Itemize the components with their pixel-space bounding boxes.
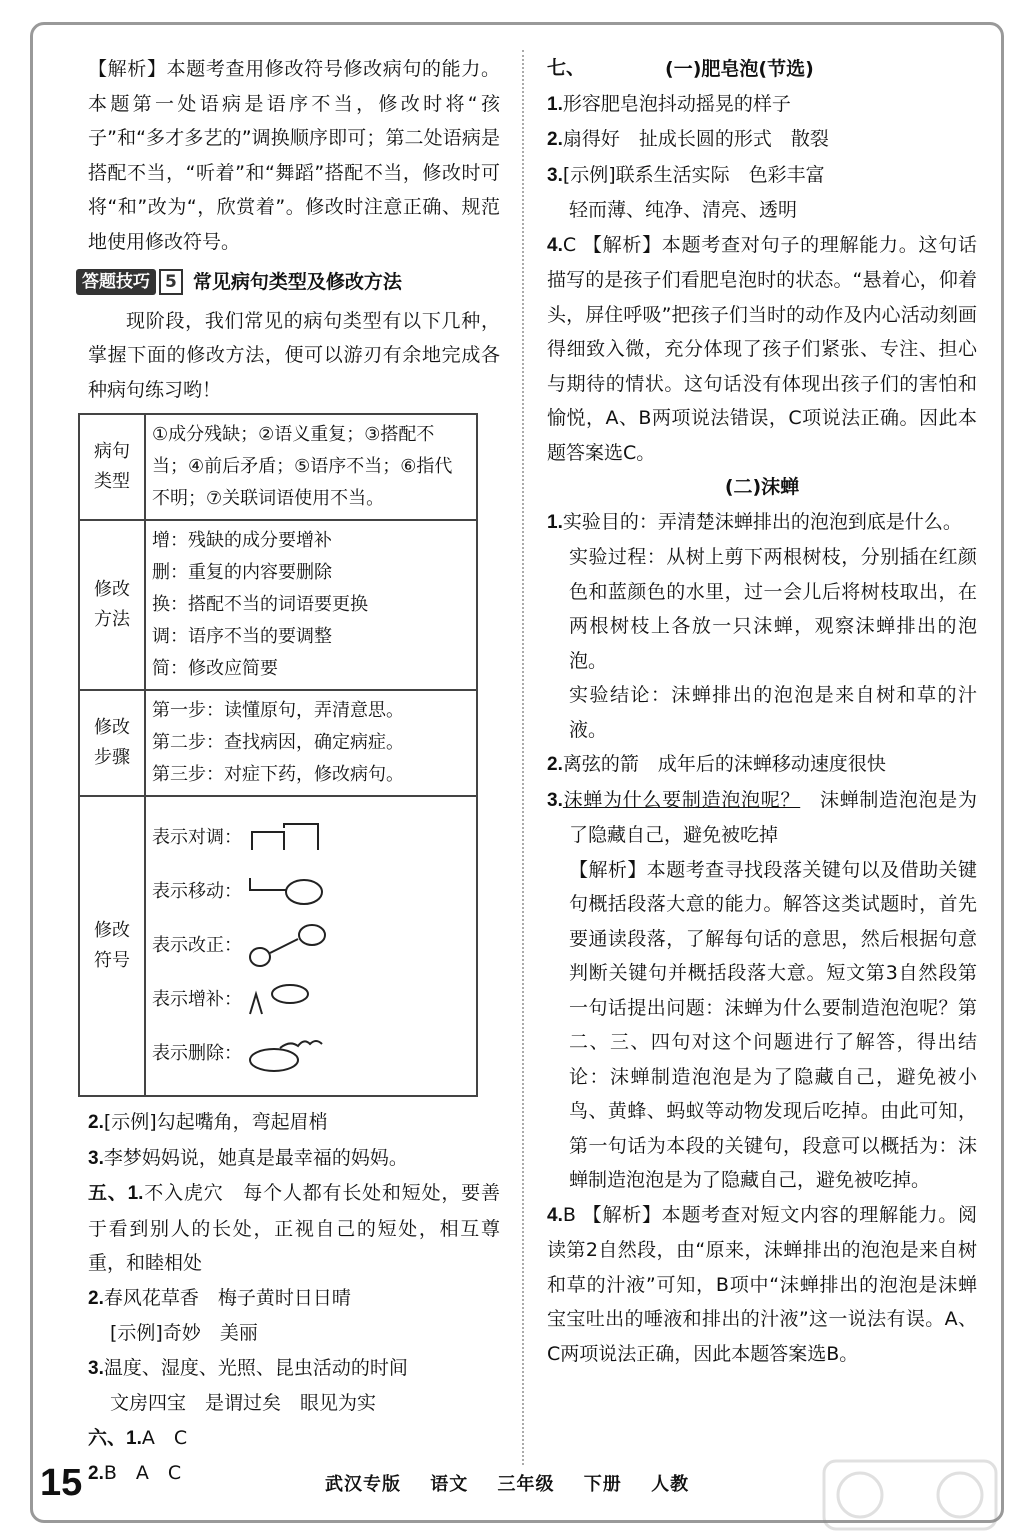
table-row bbox=[79, 414, 477, 520]
answer-item: 4.C 【解析】本题考查对句子的理解能力。这句话描写的是孩子们看肥皂泡时的状态。“悬着心，仰着头，屏住呼吸”把孩子们当时的动作及内心活动刻画得细致入微，充分体现了孩子们紧张、专注、担心与期待的情状。这句话没有体现出孩子们的害怕和愉悦，A、B两项说法错误，C项说法正确。因此本题答案选C。 bbox=[547, 233, 977, 464]
tip-number: 5 bbox=[159, 269, 183, 295]
table-row bbox=[79, 520, 477, 690]
tip-title: 常见病句类型及修改方法 bbox=[192, 271, 402, 293]
answer-item: 五、1.不入虎穴 每个人都有长处和短处，要善于看到别人的长处，正视自己的短处，相互尊重，和睦相处 bbox=[88, 1182, 500, 1274]
row-header: 修改符号 bbox=[79, 796, 145, 1096]
answer-item: 2.离弦的箭 成年后的沫蝉移动速度很快 bbox=[547, 753, 886, 775]
column-divider bbox=[522, 50, 524, 1465]
row-header: 修改方法 bbox=[79, 520, 145, 690]
watermark-logo-icon bbox=[820, 1455, 1000, 1535]
row-content bbox=[145, 796, 477, 1096]
list-item: 换：搭配不当的词语要更换 bbox=[152, 594, 368, 615]
answer-item: 3.[示例]联系生活实际 色彩丰富 bbox=[547, 163, 825, 186]
answer-item: 2.B A C bbox=[88, 1462, 182, 1484]
answer-item: 实验过程：从树上剪下两根树枝，分别插在红颜色和蓝颜色的水里，过一会儿后将树枝取出，在两根树枝上各放一只沫蝉，观察沫蝉排出的泡泡。 bbox=[569, 546, 977, 672]
tip-tag: 答题技巧 bbox=[76, 269, 156, 295]
row-content bbox=[145, 690, 477, 796]
answer-item: 1.实验目的：弄清楚沫蝉排出的泡泡到底是什么。 bbox=[547, 510, 962, 533]
analysis-paragraph: 【解析】本题考查寻找段落关键句以及借助关键句概括段落大意的能力。解答这类试题时，首先要通读段落，了解每句话的意思，然后根据句意判断关键句并概括段落大意。短文第3自然段第一句话提出问题：沫蝉为什么要制造泡泡呢？第二、三、四句对这个问题进行了解答，得出结论：沫蝉制造泡泡是为了隐藏自己，避免被小鸟、黄蜂、蚂蚁等动物发现后吃掉。由此可知，第一句话为本段的关键句，段意可以概括为：沫蝉制造泡泡是为了隐藏自己，避免被吃掉。 bbox=[569, 858, 977, 1191]
symbol-move bbox=[152, 865, 470, 919]
section-heading: 七、 (一)肥皂泡(节选) bbox=[547, 58, 814, 80]
symbol-label: 表示移动： bbox=[152, 881, 242, 902]
page-number: 15 bbox=[40, 1462, 83, 1504]
section-subtitle: (二)沫蝉 bbox=[724, 476, 800, 498]
answer-item: 3.沫蝉为什么要制造泡泡呢？ 沫蝉制造泡泡是为了隐藏自己，避免被吃掉 bbox=[547, 788, 977, 846]
answer-item: 3.温度、湿度、光照、昆虫活动的时间 bbox=[88, 1356, 408, 1379]
answer-item: 1.形容肥皂泡抖动摇晃的样子 bbox=[547, 92, 791, 115]
table-row bbox=[79, 796, 477, 1096]
right-column bbox=[547, 52, 977, 1371]
correct-mark-icon bbox=[246, 923, 336, 969]
row-header: 修改步骤 bbox=[79, 690, 145, 796]
answer-item: 实验结论：沫蝉排出的泡泡是来自树和草的汁液。 bbox=[569, 684, 977, 741]
tip-intro: 现阶段，我们常见的病句类型有以下几种，掌握下面的修改方法，便可以游刃有余地完成各种病句练习哟！ bbox=[88, 309, 500, 401]
symbol-label: 表示增补： bbox=[152, 989, 242, 1010]
sentence-rules-table bbox=[78, 413, 478, 1097]
symbol-label: 表示改正： bbox=[152, 935, 242, 956]
list-item: 第二步：查找病因，确定病症。 bbox=[152, 732, 404, 753]
list-item: 删：重复的内容要删除 bbox=[152, 562, 332, 583]
row-content bbox=[145, 520, 477, 690]
row-content: ①成分残缺；②语义重复；③搭配不当；④前后矛盾；⑤语序不当；⑥指代不明；⑦关联词语使用不当。 bbox=[145, 414, 477, 520]
symbol-swap bbox=[152, 811, 470, 865]
list-item: 简：修改应简要 bbox=[152, 658, 278, 679]
answer-item: 2.扇得好 扯成长圆的形式 散裂 bbox=[547, 128, 829, 150]
left-column bbox=[82, 52, 500, 1492]
answer-item: 文房四宝 是谓过矣 眼见为实 bbox=[110, 1392, 377, 1414]
insert-mark-icon bbox=[246, 980, 336, 1020]
delete-mark-icon bbox=[246, 1034, 336, 1074]
answer-item: 4.B 【解析】本题考查对短文内容的理解能力。阅读第2自然段，由“原来，沫蝉排出的泡泡是来自树和草的汁液”可知，B项中“沫蝉排出的泡泡是沫蝉宝宝吐出的唾液和排出的汁液”这一说法有误。A、C两项说法正确，因此本题答案选B。 bbox=[547, 1203, 977, 1365]
answer-item: 2.[示例]勾起嘴角，弯起眉梢 bbox=[88, 1111, 328, 1133]
answer-item: 2.春风花草香 梅子黄时日日晴 bbox=[88, 1286, 351, 1309]
answer-item: 轻而薄、纯净、清亮、透明 bbox=[569, 199, 798, 221]
symbol-label: 表示删除： bbox=[152, 1043, 242, 1064]
list-item: 第三步：对症下药，修改病句。 bbox=[152, 764, 404, 785]
answer-item: [示例]奇妙 美丽 bbox=[110, 1322, 258, 1344]
analysis-paragraph: 【解析】本题考查用修改符号修改病句的能力。本题第一处语病是语序不当，修改时将“孩子”和“多才多艺的”调换顺序即可；第二处语病是搭配不当，“听着”和“舞蹈”搭配不当，修改时可将“和”改为“，欣赏着”。修改时注意正确、规范地使用修改符号。 bbox=[88, 58, 500, 253]
list-item: 增：残缺的成分要增补 bbox=[152, 530, 332, 551]
answer-item: 六、1.A C bbox=[88, 1426, 188, 1449]
footer-info: 武汉专版 语文 三年级 下册 人教 bbox=[325, 1474, 690, 1495]
symbol-correct bbox=[152, 919, 470, 973]
symbol-insert bbox=[152, 973, 470, 1027]
swap-mark-icon bbox=[246, 818, 336, 858]
tip-heading bbox=[76, 265, 500, 300]
move-mark-icon bbox=[246, 872, 336, 912]
row-header: 病句类型 bbox=[79, 414, 145, 520]
answer-item: 3.李梦妈妈说，她真是最幸福的妈妈。 bbox=[88, 1146, 408, 1169]
symbol-label: 表示对调： bbox=[152, 827, 242, 848]
table-row bbox=[79, 690, 477, 796]
list-item: 调：语序不当的要调整 bbox=[152, 626, 332, 647]
list-item: 第一步：读懂原句，弄清意思。 bbox=[152, 700, 404, 721]
symbol-delete bbox=[152, 1027, 470, 1081]
